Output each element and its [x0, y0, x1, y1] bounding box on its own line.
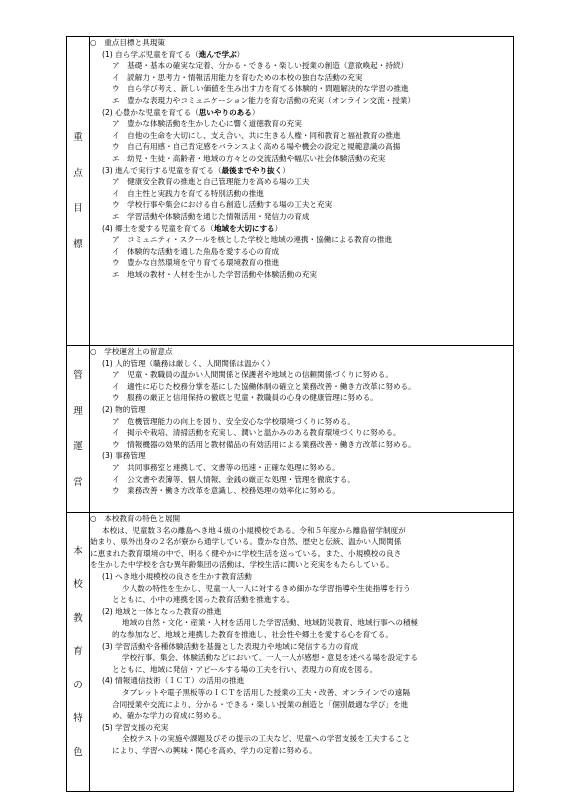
section-school-features — [67, 513, 514, 792]
label-char: 特 — [73, 713, 83, 725]
section-label-management — [67, 346, 90, 513]
label-char: 理 — [73, 405, 83, 417]
intro-paragraph: 本校は、児童数３名の離島へき地４級の小規模校である。令和５年度から離島留学制度が — [102, 525, 406, 535]
section-body-management — [90, 346, 514, 513]
list-item: エ 学習活動や体験活動を通じた情報活用・発信力の育成 — [112, 211, 310, 221]
list-item: ア 健康安全教育の推進と自己管理能力を高める場の工夫 — [112, 177, 310, 187]
label-char: 色 — [73, 746, 83, 758]
list-item: エ 幼児・生徒・高齢者・地域の方々との交流活動や幅広い社会体験活動の充実 — [112, 153, 386, 163]
list-item: ウ 学校行事や集会における自ら創造し活動する場の工夫と充実 — [112, 200, 333, 210]
paragraph-line: とともに、小中の連携を図った教育活動を推進する。 — [112, 595, 295, 605]
group-title: (2) 心豊かな児童を育てる（思いやりのある） — [102, 107, 260, 117]
label-char: 育 — [73, 646, 83, 658]
paragraph-line: 学校行事、集会、体験活動などにおいて、一人一人が感想・意見を述べる場を設定する — [122, 653, 418, 663]
section-heading: ○ 本校教育の特色と展開 — [90, 514, 181, 523]
section-body-priority-goals — [90, 37, 514, 346]
label-char: 点 — [73, 167, 83, 179]
section-management — [67, 346, 514, 513]
label-char: 校 — [73, 579, 83, 591]
paragraph-line: とともに、地域に発信・アピールする場の工夫を行い、表現力の育成を図る。 — [112, 664, 378, 674]
list-item: イ 読解力・思考力・情報活用能力を育むための本校の独自な活動の充実 — [112, 72, 363, 82]
group-title: (2) 物的管理 — [102, 404, 146, 414]
list-item: イ 掲示や栽培、清掃活動を充実し、潤いと温かみのある教育環境づくりに努める。 — [112, 428, 401, 438]
label-char: の — [73, 679, 83, 691]
group-title: (1) 人的管理（職務は厳しく、人間関係は温かく） — [102, 358, 275, 368]
group-title: (3) 事務管理 — [102, 451, 146, 461]
list-item: ウ 自ら学び考え、新しい価値を生み出す力を育てる体験的・問題解決的な学習の推進 — [112, 84, 409, 94]
list-item: イ 自主性と実践力を育てる特別活動の推進 — [112, 188, 264, 198]
label-char: 営 — [73, 476, 83, 488]
intro-paragraph: 始まり、県外出身の２名が寮から通学している。豊かな自然、歴史と伝統、温かい人間関係 — [90, 537, 402, 547]
plan-table — [66, 36, 514, 792]
group-title: (2) 地域と一体となった教育の推進 — [102, 606, 222, 616]
label-char: 目 — [73, 203, 83, 214]
paragraph-line: タブレットや電子黒板等のＩＣＴを活用した授業の工夫・改善、オンラインでの遠隔 — [122, 687, 410, 697]
list-item: ウ 豊かな自然環境を守り育てる環境教育の推進 — [112, 258, 280, 268]
paragraph-line: め、確かな学力の育成に努める。 — [112, 711, 226, 721]
list-item: ア 児童・教職員の温かい人間関係と保護者や地域との信頼関係づくりに努める。 — [112, 370, 393, 380]
section-label-priority-goals — [67, 37, 90, 346]
group-title: (4) 郷土を愛する児童を育てる（地域を大切にする） — [102, 223, 283, 233]
intro-paragraph: に恵まれた教育環境の中で、明るく健やかに学校生活を送っている。また、小規模校の良さ — [90, 548, 402, 558]
group-title: (4) 情報通信技術（ＩＣＴ）の活用の推進 — [102, 676, 245, 686]
label-char: 教 — [73, 612, 83, 624]
list-item: ウ 自己有用感・自己肯定感をバランスよく高める場や機会の設定と規範意識の高揚 — [112, 142, 401, 152]
paragraph-line: により、学習への興味・関心を高め、学力の定着に努める。 — [112, 745, 317, 755]
label-char: 運 — [73, 441, 83, 452]
paragraph-line: 合同授業や交流により、分かる・できる・楽しい授業の創造と「個別最適な学び」を進 — [112, 699, 409, 709]
section-priority-goals — [67, 37, 514, 346]
paragraph-line: 全校テストの実施や課題及びその提示の工夫など、児童への学習支援を工夫すること — [122, 734, 411, 744]
list-item: ア 基礎・基本の確実な定着、分かる・できる・楽しい授業の創造（意欲喚起・持続） — [112, 61, 409, 71]
list-item: イ 自他の生命を大切にし、支え合い、共に生きる人権・同和教育と福祉教育の推進 — [112, 130, 401, 140]
section-heading: ○ 学校運営上の留意点 — [90, 347, 173, 356]
list-item: エ 地域の教材・人材を生かした学習活動や体験活動の充実 — [112, 269, 318, 279]
group-title: (5) 学習支援の充実 — [102, 722, 169, 732]
list-item: ウ 服務の厳正と信用保持の徹底と児童・教職員の心身の健康管理に努める。 — [112, 393, 378, 403]
list-item: ア コミュニティ・スクールを核とした学校と地域の連携・協働による教育の推進 — [112, 235, 393, 245]
list-item: ア 豊かな体験活動を生かした心に響く道徳教育の充実 — [112, 119, 302, 129]
label-char: 管 — [73, 370, 83, 381]
list-item: ア 共同事務室と連携して、文書等の迅速・正確な処理に努める。 — [112, 462, 340, 472]
group-title: (1) へき地小規模校の良さを生かす教育活動 — [102, 571, 252, 581]
section-heading: ○ 重点目標と具現策 — [90, 38, 165, 47]
paragraph-line: 的な参加など、地域と連携した教育を推進し、社会性や郷土を愛する心を育てる。 — [112, 629, 393, 639]
group-title: (3) 学習活動や各種体験活動を基盤とした表現力や地域に発信する力の育成 — [102, 641, 359, 651]
intro-paragraph: を生かした中学校を含む異年齢集団の活動は、学校生活に潤いと充実をもたらしている。 — [90, 560, 394, 570]
list-item: ウ 情報機器の効果的活用と教材備品の有効活用による業務改善・働き方改革に努める。 — [112, 439, 416, 449]
list-item: エ 豊かな表現力やコミュニケーション能力を育む活動の充実（オンライン交流・授業） — [112, 95, 416, 105]
list-item: ア 危機管理能力の向上を図り、安全安心な学校環境づくりに努める。 — [112, 416, 355, 426]
label-char: 標 — [73, 238, 83, 250]
list-item: イ 適性に応じた校務分掌を基にした協働体制の確立と業務改善・働き方改革に努める。 — [112, 381, 416, 391]
paragraph-line: 少人数の特性を生かし、児童一人一人に対するきめ細かな学習指導や生徒指導を行う — [122, 583, 411, 593]
list-item: イ 体験的な活動を通した魚島を愛する心の育成 — [112, 246, 280, 256]
label-char: 本 — [73, 545, 83, 557]
label-char: 重 — [73, 132, 83, 143]
group-title: (3) 進んで実行する児童を育てる（最後までやり抜く） — [102, 165, 290, 175]
section-label-school-features — [67, 513, 90, 792]
section-body-school-features — [90, 513, 514, 792]
list-item: イ 公文書や表簿等、個人情報、金銭の厳正な処理・管理を徹底する。 — [112, 474, 355, 484]
paragraph-line: 地域の自然・文化・産業・人材を活用した学習活動、地域防災教育、地域行事への積極 — [122, 618, 419, 628]
list-item: ウ 業務改善・働き方改革を意識し、校務処理の効率化に努める。 — [112, 486, 340, 496]
group-title: (1) 自ら学ぶ児童を育てる（進んで学ぶ） — [102, 49, 245, 59]
